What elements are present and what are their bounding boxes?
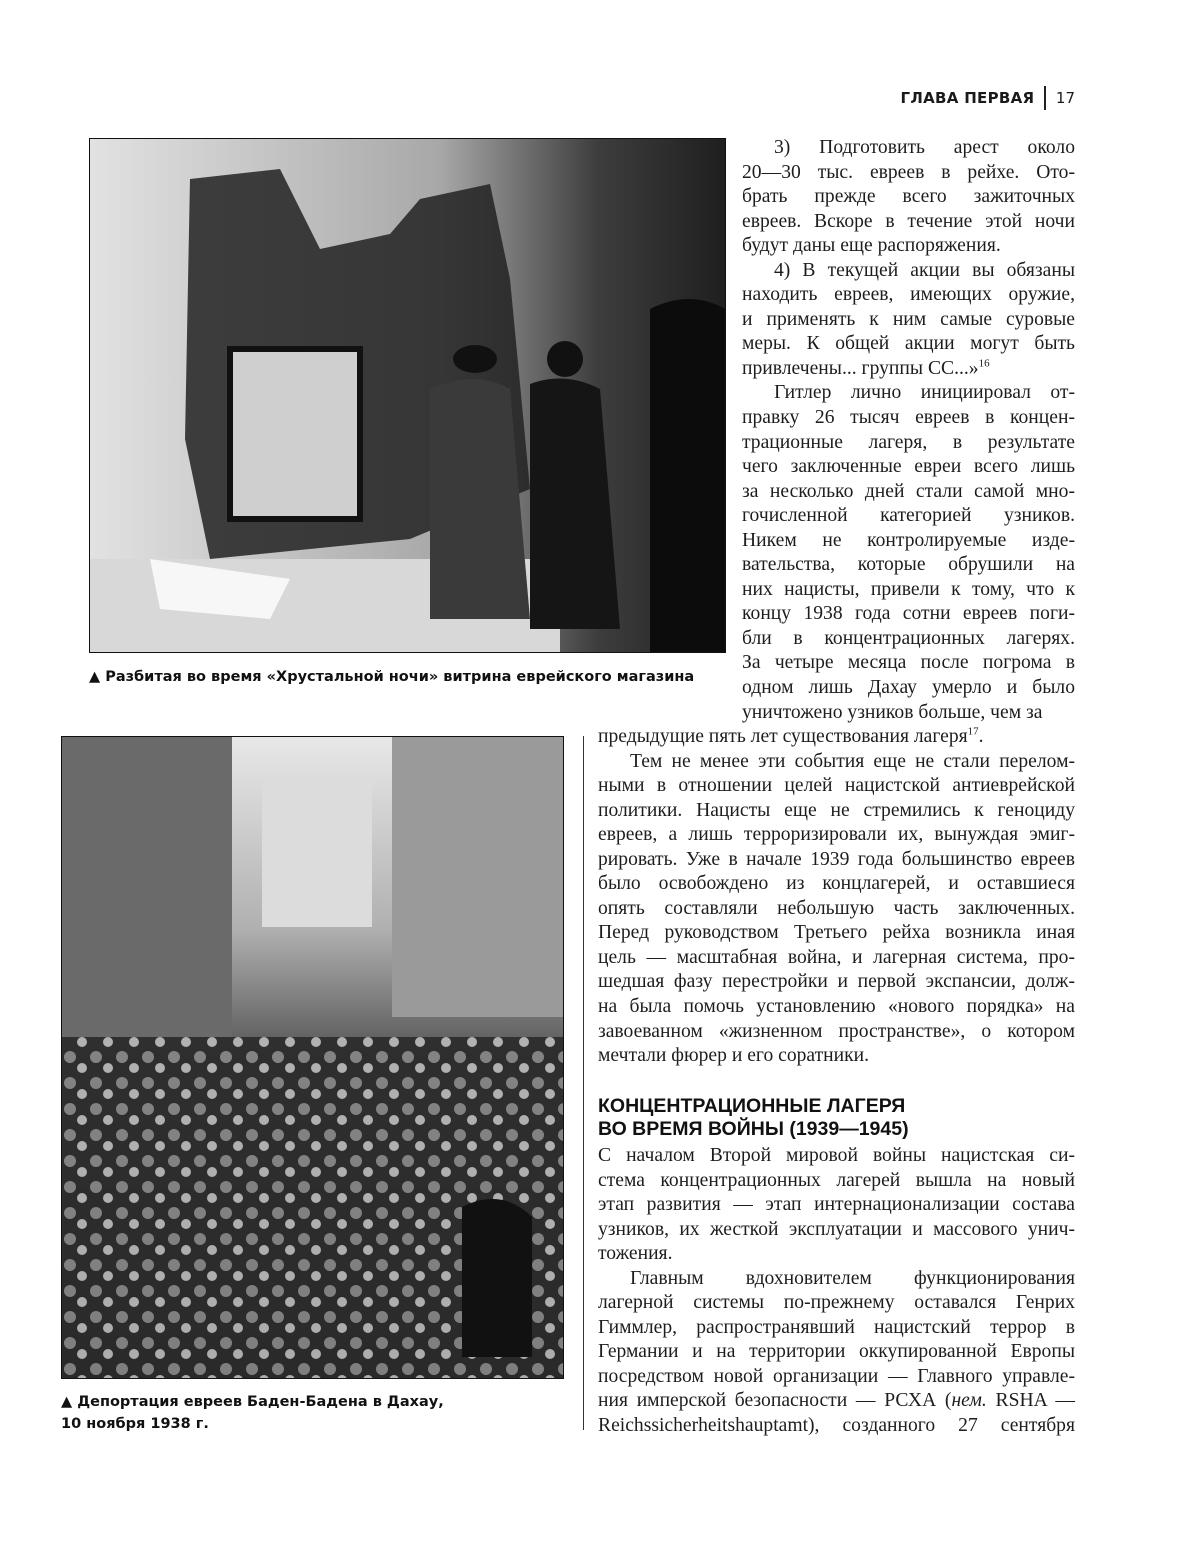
chapter-title: ГЛАВА ПЕРВАЯ — [900, 89, 1035, 107]
text-line: и применять к ним самые суровые — [742, 308, 1075, 330]
text-line: гочисленной категорией узников. — [742, 505, 1075, 527]
text-line: Гиммлер, распространявший нацистский террор в — [598, 1316, 1075, 1338]
text-span: ния имперской безопасности — РСХА ( — [598, 1390, 952, 1412]
text-line: Перед руководством Третьего рейха возникла иная — [598, 922, 1075, 944]
photo-2-caption-line: ▲ Депортация евреев Баден-Бадена в Дахау, — [61, 1394, 444, 1410]
photo-2-caption — [61, 1391, 444, 1435]
text-line: ными в отношении целей нацистской антиеврейской — [598, 775, 1075, 797]
text-line: цель — масштабная война, и лагерная система, про- — [598, 946, 1075, 968]
text-span: RSHA — — [986, 1390, 1075, 1412]
text-line: мечтали фюрер и его соратники. — [598, 1045, 870, 1067]
text-line: посредством новой организации — Главного управле- — [598, 1365, 1075, 1387]
text-line: рировать. Уже в начале 1939 года большинство евреев — [598, 848, 1075, 870]
photo-deportation-crowd — [61, 736, 564, 1379]
photo-2-caption-line: 10 ноября 1938 г. — [61, 1416, 209, 1432]
text-line: 4) В текущей акции вы обязаны — [774, 259, 1075, 281]
text-line: чего заключенные евреи всего лишь — [742, 456, 1075, 478]
narrow-text-column — [742, 136, 1075, 725]
text-line: Германии и на территории оккупированной Европы — [598, 1341, 1075, 1363]
photo-broken-shop-window — [89, 138, 726, 653]
paragraph — [598, 1144, 1075, 1267]
paragraph — [598, 750, 1075, 1069]
text-line: за несколько дней стали самой мно- — [742, 480, 1075, 502]
text-line: концу 1938 года сотни евреев поги- — [742, 603, 1075, 625]
text-line: 20—30 тыс. евреев в рейхе. Ото- — [742, 161, 1075, 183]
paragraph — [598, 1267, 1075, 1439]
text-line: шедшая фазу перестройки и первой экспансии, долж- — [598, 971, 1075, 993]
paragraph — [742, 136, 1075, 259]
footnote-ref: 17 — [967, 725, 979, 738]
text-line: евреев. Вскоре в течение этой ночи — [742, 210, 1075, 232]
photo-1-caption: ▲ Разбитая во время «Хрустальной ночи» витрина еврейского магазина — [89, 669, 695, 685]
text-line: узников, их жесткой эксплуатации и массового унич- — [598, 1218, 1075, 1240]
text-line: одном лишь Дахау умерло и было — [742, 677, 1075, 699]
footnote-ref: 16 — [978, 357, 990, 370]
text-line: было освобождено из концлагерей, и оставшиеся — [598, 873, 1075, 895]
section-heading-line: КОНЦЕНТРАЦИОННЫЕ ЛАГЕРЯ — [598, 1095, 906, 1117]
text-line: правку 26 тысяч евреев в концен- — [742, 407, 1075, 429]
text-line — [598, 1389, 1075, 1414]
text-line: Reichssicherheitshauptamt), созданного 27 сентября — [598, 1415, 1075, 1437]
text-line: Никем не контролируемые изде- — [742, 529, 1075, 551]
text-line: них нацисты, привели к тому, что к — [742, 578, 1075, 600]
text-line: бли в концентрационных лагерях. — [742, 627, 1075, 649]
text-line: лагерной системы по-прежнему оставался Генрих — [598, 1292, 1075, 1314]
text-line: политики. Нацисты еще не стремились к геноциду — [598, 799, 1075, 821]
paragraph — [742, 259, 1075, 382]
text-line: на была помочь установлению «нового порядка» на — [598, 996, 1075, 1018]
paragraph — [598, 725, 1075, 750]
text-line: За четыре месяца после погрома в — [742, 652, 1075, 674]
page-number: 17 — [1055, 89, 1075, 107]
column-rule — [583, 736, 584, 1430]
text-line: Тем не менее эти события еще не стали перелом- — [630, 750, 1075, 772]
text-line: будут даны еще распоряжения. — [742, 235, 1001, 257]
text-line: Гитлер лично инициировал от- — [774, 382, 1075, 404]
text-line: завоеванном «жизненном пространстве», о котором — [598, 1020, 1075, 1042]
text-line: стема концентрационных лагерей вышла на новый — [598, 1169, 1075, 1191]
text-line: евреев, а лишь терроризировали их, вынуждая эмиг- — [598, 824, 1075, 846]
text-line: меры. К общей акции могут быть — [742, 333, 1075, 355]
wide-text-column-bottom — [598, 1144, 1075, 1439]
text-line: Главным вдохновителем функционирования — [630, 1267, 1075, 1289]
paragraph — [742, 381, 1075, 725]
section-heading — [598, 1095, 909, 1141]
wide-text-column-top — [598, 725, 1075, 1069]
text-line: уничтожено узников больше, чем за — [742, 701, 1043, 723]
text-span: . — [978, 726, 984, 747]
text-line: находить евреев, имеющих оружие, — [742, 284, 1075, 306]
text-line: 3) Подготовить арест около — [774, 137, 1075, 158]
text-line: этап развития — этап интернационализации состава — [598, 1194, 1075, 1216]
text-span: предыдущие пять лет существования лагеря — [598, 726, 968, 747]
photo-1-illustration — [90, 139, 725, 652]
text-line: опять составляли небольшую часть заключенных. — [598, 897, 1075, 919]
text-line: брать прежде всего зажиточных — [742, 186, 1075, 208]
text-line: тожения. — [598, 1243, 673, 1265]
text-line: трационные лагеря, в результате — [742, 431, 1075, 453]
text-line: С началом Второй мировой войны нацистская си- — [598, 1145, 1075, 1166]
section-heading-line: ВО ВРЕМЯ ВОЙНЫ (1939—1945) — [598, 1118, 909, 1140]
text-line — [598, 725, 1075, 750]
running-header — [901, 86, 1075, 110]
text-line: вательства, которые обрушили на — [742, 554, 1075, 576]
photo-2-illustration — [62, 737, 563, 1378]
header-divider — [1044, 86, 1046, 110]
text-span: нем. — [951, 1390, 987, 1412]
text-span: привлечены... группы СС...» — [742, 357, 979, 379]
text-line — [742, 357, 1075, 382]
